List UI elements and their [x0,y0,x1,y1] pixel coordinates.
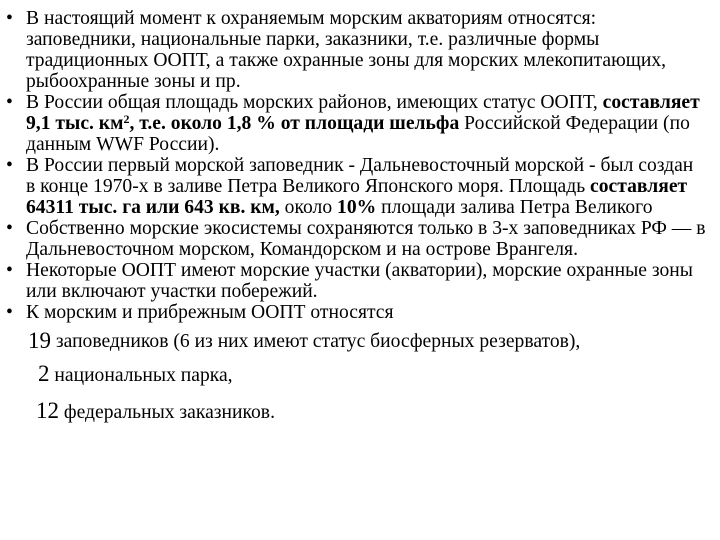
bullet-list [6,8,706,426]
text-part: В России первый морской заповедник - Дальневосточный морской - был создан в конце 1970-х в заливе Петра Великого Японского моря. Площадь [26,155,694,197]
bullet-item-2 [6,92,706,155]
bullet-text: В настоящий момент к охраняемым морским акваториям относятся: заповедники, национальные парки, заказники, т.е. различные формы традиционных ООПТ, а также охранные зоны для морских млекопитающих, рыбоохранные зоны и пр. [26,8,667,92]
text-part: В России общая площадь морских районов, имеющих статус ООПТ, [26,92,603,113]
count-number: 12 [36,398,59,423]
count-line-reserves [26,329,706,352]
bullet-item-3 [6,155,706,218]
count-text: заповедников (6 из них имеют статус биосферных резерватов), [51,331,581,352]
count-number: 19 [28,328,51,353]
bold-part: , т.е. около 1,8 % от площади шельфа [129,113,460,134]
bold-part: составляет 64311 тыс. га или 643 кв. км, [26,176,688,218]
count-text: национальных парка, [49,365,233,386]
bullet-dot: • [6,8,13,29]
bullet-text [26,155,693,218]
count-line-sanctuaries [26,398,706,426]
bullet-text: К морским и прибрежным ООПТ относятся [26,302,394,323]
count-line-parks [26,361,706,389]
bullet-item-5 [6,260,706,302]
superscript: 2 [123,112,130,126]
bold-part: составляет 9,1 тыс. км [26,92,700,134]
bullet-dot: • [6,155,13,176]
bullet-item-1 [6,8,706,92]
bullet-item-6 [6,302,706,426]
bullet-dot: • [6,302,13,323]
text-part: Российской Федерации (по данным WWF России). [26,113,690,155]
text-part: около [279,197,338,218]
bullet-dot: • [6,218,13,239]
count-number: 2 [38,361,50,386]
bullet-dot: • [6,92,13,113]
bullet-text: Собственно морские экосистемы сохраняются только в 3-х заповедниках РФ — в Дальневосточном морском, Командорском и на острове Врангеля. [26,218,706,260]
text-part: площади залива Петра Великого [376,197,653,218]
bullet-dot: • [6,260,13,281]
bold-part: 10% [337,197,377,218]
bullet-text [26,92,700,155]
count-text: федеральных заказников. [59,402,275,423]
bullet-item-4 [6,218,706,260]
bullet-text: Некоторые ООПТ имеют морские участки (акватории), морские охранные зоны или включают участки побережий. [26,260,693,302]
